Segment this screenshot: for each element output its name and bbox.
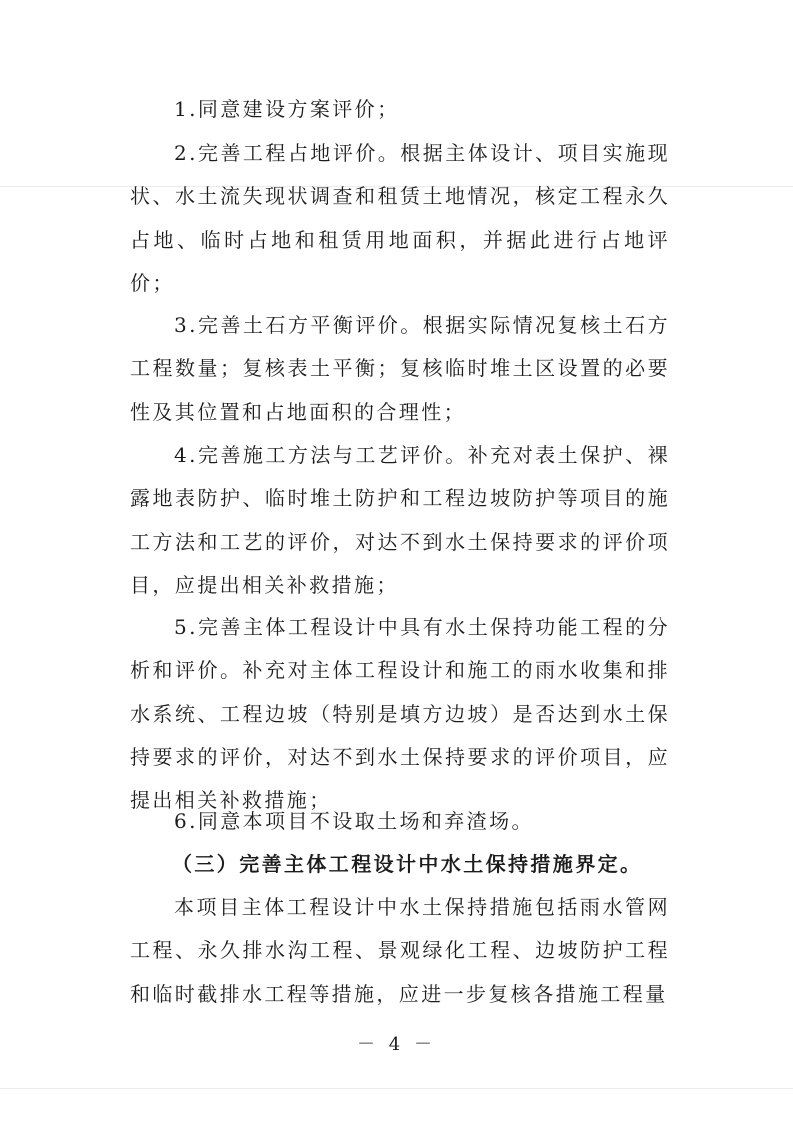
- paragraph-6: 6.同意本项目不设取土场和弃渣场。: [174, 809, 534, 833]
- page-number: － 4 －: [357, 1034, 436, 1055]
- section-heading: （三）完善主体工程设计中水土保持措施界定。: [172, 852, 643, 876]
- paragraph-2: 2.完善工程占地评价。根据主体设计、项目实施现状、水土流失现状调查和租赁土地情况，核定工程永久占地、临时占地和租赁用地面积，并据此进行占地评价；: [130, 141, 670, 295]
- paragraph-5: 5.完善主体工程设计中具有水土保持功能工程的分析和评价。补充对主体工程设计和施工的雨水收集和排水系统、工程边坡（特别是填方边坡）是否达到水土保持要求的评价，对达不到水土保持要求的评价项目，应提出相关补救措施；: [130, 615, 670, 813]
- scan-artifact-line: [0, 1088, 793, 1089]
- paragraph-1: 1.同意建设方案评价；: [174, 97, 400, 121]
- paragraph-3: 3.完善土石方平衡评价。根据实际情况复核土石方工程数量；复核表土平衡；复核临时堆土区设置的必要性及其位置和占地面积的合理性；: [130, 313, 670, 424]
- paragraph-4: 4.完善施工方法与工艺评价。补充对表土保护、裸露地表防护、临时堆土防护和工程边坡防护等项目的施工方法和工艺的评价，对达不到水土保持要求的评价项目，应提出相关补救措施；: [130, 443, 670, 597]
- section-body-paragraph: 本项目主体工程设计中水土保持措施包括雨水管网工程、永久排水沟工程、景观绿化工程、边坡防护工程和临时截排水工程等措施，应进一步复核各措施工程量: [130, 895, 670, 1006]
